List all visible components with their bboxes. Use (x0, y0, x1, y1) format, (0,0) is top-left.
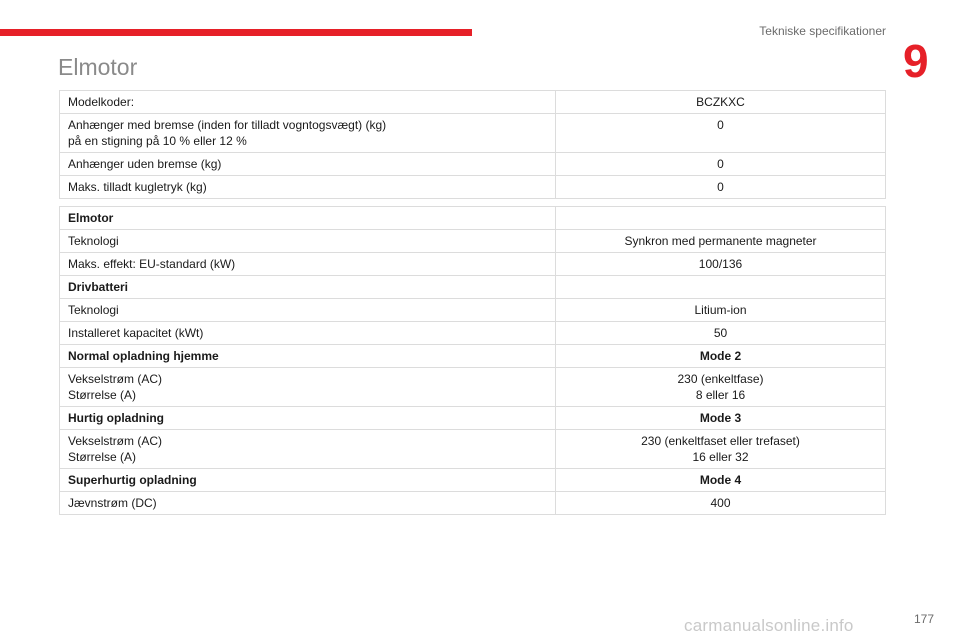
row-value: 100/136 (556, 253, 886, 276)
row-header-value (556, 276, 886, 299)
table-row (60, 230, 886, 253)
row-header: Normal opladning hjemme (60, 345, 556, 368)
table-row (60, 253, 886, 276)
row-value: 0 (556, 176, 886, 199)
table-row (60, 368, 886, 407)
table-row (60, 153, 886, 176)
row-label: Jævnstrøm (DC) (60, 492, 556, 515)
motor-spec-table (59, 206, 886, 515)
table-header-row (60, 345, 886, 368)
row-header-value (556, 207, 886, 230)
row-label: Maks. effekt: EU-standard (kW) (60, 253, 556, 276)
table-header-row (60, 407, 886, 430)
row-label: Anhænger uden bremse (kg) (60, 153, 556, 176)
row-value (556, 368, 886, 407)
page-title: Elmotor (58, 54, 138, 80)
table-row (60, 299, 886, 322)
row-header: Elmotor (60, 207, 556, 230)
section-title: Tekniske specifikationer (759, 24, 886, 38)
row-value-line: 16 eller 32 (692, 450, 749, 464)
table-row (60, 114, 886, 153)
row-header-value: Mode 2 (556, 345, 886, 368)
table-header-row (60, 207, 886, 230)
row-label: Teknologi (60, 230, 556, 253)
watermark: carmanualsonline.info (684, 616, 854, 635)
row-value: 50 (556, 322, 886, 345)
row-label (60, 368, 556, 407)
table-header-row (60, 469, 886, 492)
row-label-line: Vekselstrøm (AC) (68, 434, 163, 448)
row-value (556, 430, 886, 469)
row-label-line: på en stigning på 10 % eller 12 % (68, 134, 247, 148)
row-header: Drivbatteri (60, 276, 556, 299)
row-value: Litium-ion (556, 299, 886, 322)
row-value: 400 (556, 492, 886, 515)
row-value: 0 (556, 153, 886, 176)
row-value: 0 (556, 114, 886, 153)
row-label-line: Størrelse (A) (68, 388, 137, 402)
header-accent-bar (0, 29, 472, 36)
row-label (60, 430, 556, 469)
table-row (60, 430, 886, 469)
row-value: Synkron med permanente magneter (556, 230, 886, 253)
row-header-value: Mode 4 (556, 469, 886, 492)
row-value-line: 8 eller 16 (695, 388, 746, 402)
row-label-line: Størrelse (A) (68, 450, 137, 464)
row-label-line: Vekselstrøm (AC) (68, 372, 163, 386)
row-label-line: Anhænger med bremse (inden for tilladt vogntogsvægt) (kg) (68, 118, 387, 132)
row-label: Installeret kapacitet (kWt) (60, 322, 556, 345)
row-label: Teknologi (60, 299, 556, 322)
row-value: BCZKXC (556, 91, 886, 114)
page-number: 177 (914, 612, 935, 626)
row-header-value: Mode 3 (556, 407, 886, 430)
table-row (60, 492, 886, 515)
row-label (60, 114, 556, 153)
table-row (60, 91, 886, 114)
chapter-number: 9 (903, 35, 929, 87)
row-header: Superhurtig opladning (60, 469, 556, 492)
row-label: Modelkoder: (60, 91, 556, 114)
row-header: Hurtig opladning (60, 407, 556, 430)
row-label: Maks. tilladt kugletryk (kg) (60, 176, 556, 199)
table-header-row (60, 276, 886, 299)
towing-spec-table (59, 90, 886, 199)
table-row (60, 322, 886, 345)
table-row (60, 176, 886, 199)
row-value-line: 230 (enkeltfase) (677, 372, 764, 386)
row-value-line: 230 (enkeltfaset eller trefaset) (641, 434, 800, 448)
